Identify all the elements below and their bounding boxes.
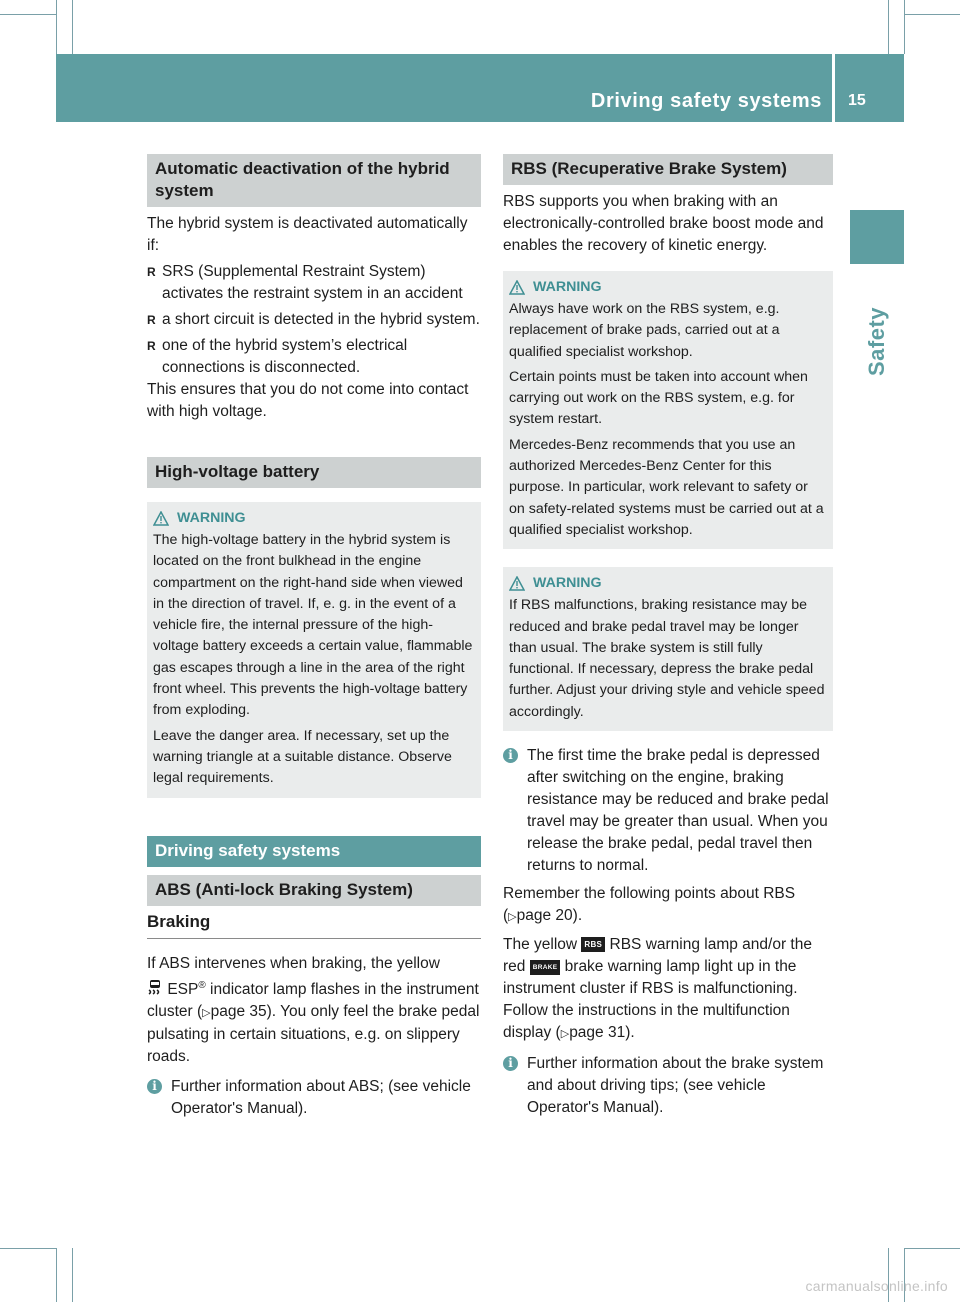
- section-label: Safety: [864, 306, 889, 376]
- page-reference: page 35: [210, 1002, 267, 1020]
- page-reference: page 20: [516, 907, 573, 925]
- body-text: The hybrid system is deactivated automatically if:: [147, 215, 468, 254]
- crop-mark: [888, 0, 889, 54]
- warning-text: If RBS malfunctions, braking resistance may be reduced and brake pedal travel may be longer than usual. The brake system is still fully functional. If necessary, depress the brake pedal further. Adjust your driving style and vehicle speed accordingly.: [509, 597, 825, 720]
- crop-mark: [904, 0, 905, 54]
- info-icon: i: [503, 1056, 518, 1071]
- warning-text: The high-voltage battery in the hybrid system is located on the front bulkhead in the engine compartment on the right-hand side when viewed in the direction of travel. If, e. g. in the event of a vehicle fire, the internal pressure of the high-voltage battery exceeds a certain value, flammable gas escapes through a line in the area of the right front wheel. This prevents the high-voltage battery from exploding.: [153, 532, 473, 719]
- header-divider: [832, 54, 835, 122]
- page-number: 15: [848, 92, 866, 109]
- warning-box: [503, 271, 833, 549]
- subheading-braking: Braking: [147, 912, 481, 939]
- brake-warning-lamp-icon: BRAKE: [530, 960, 561, 975]
- list-item: R one of the hybrid system’s electrical connections is disconnected.: [147, 337, 408, 376]
- warning-box: [147, 502, 481, 798]
- info-icon: i: [147, 1079, 162, 1094]
- crop-mark: [72, 0, 73, 54]
- crop-mark: [56, 0, 57, 54]
- info-icon: i: [503, 748, 518, 763]
- rbs-warning-lamp-icon: RBS: [581, 937, 605, 952]
- right-column: [503, 154, 833, 1119]
- section-heading-abs: ABS (Anti-lock Braking System): [147, 875, 481, 906]
- warning-box: [503, 567, 833, 731]
- warning-text: Mercedes-Benz recommends that you use an authorized Mercedes-Benz Center for this purpose. In particular, work relevant to safety or on safety-related systems must be carried out at a qualified specialist workshop.: [509, 436, 824, 538]
- page-reference: page 31: [569, 1024, 626, 1042]
- crop-mark: [0, 1248, 56, 1249]
- esp-skid-icon: [147, 979, 163, 997]
- ref-arrow-icon: ▷: [202, 1006, 211, 1019]
- warning-text: Always have work on the RBS system, e.g. replacement of brake pads, carried out at a qualified specialist workshop.: [509, 301, 780, 360]
- section-tab: [850, 210, 904, 264]
- ref-arrow-icon: ▷: [508, 911, 517, 924]
- watermark: carmanualsonline.info: [805, 1278, 948, 1294]
- crop-mark: [72, 1248, 73, 1302]
- warning-text: Leave the danger area. If necessary, set up the warning triangle at a suitable distance. Observe legal requirements.: [153, 727, 452, 787]
- body-text: RBS supports you when braking with an electronically-controlled brake boost mode and enables the recovery of kinetic energy.: [503, 193, 824, 254]
- warning-header: WARNING: [509, 573, 827, 593]
- warning-triangle-icon: [153, 511, 169, 526]
- section-heading-hybrid-deactivation: Automatic deactivation of the hybrid system: [147, 154, 481, 207]
- body-text: Remember the following points about RBS (▷page 20).: [503, 885, 796, 925]
- section-heading-driving-safety: Driving safety systems: [147, 836, 481, 867]
- bullet-icon: R: [147, 313, 156, 327]
- page-header-title: Driving safety systems: [590, 90, 822, 112]
- section-heading-rbs: RBS (Recuperative Brake System): [503, 154, 833, 185]
- body-text: This ensures that you do not come into contact with high voltage.: [147, 381, 469, 420]
- crop-mark: [56, 1248, 57, 1302]
- crop-mark: [904, 1248, 960, 1249]
- bullet-icon: R: [147, 339, 156, 353]
- info-note: i Further information about ABS; (see vehicle Operator's Manual).: [147, 1076, 481, 1120]
- section-heading-hv-battery: High-voltage battery: [147, 457, 481, 488]
- body-text: The yellow RBS RBS warning lamp and/or the red BRAKE brake warning lamp light up in the instrument cluster if RBS is malfunctioning. Follow the instructions in the multifunction display (▷page 31).: [503, 936, 812, 1042]
- crop-mark: [0, 14, 56, 15]
- warning-text: Certain points must be taken into account when carrying out work on the RBS system, e.g. for system restart.: [509, 368, 808, 428]
- info-note: i The first time the brake pedal is depressed after switching on the engine, braking resistance may be reduced and brake pedal travel may be greater than usual. When you release the brake pedal, pedal travel then returns to normal.: [503, 745, 833, 877]
- ref-arrow-icon: ▷: [560, 1028, 570, 1041]
- warning-triangle-icon: [509, 576, 525, 591]
- left-column: [147, 154, 481, 1120]
- list-item: R SRS (Supplemental Restraint System) activates the restraint system in an accident: [147, 263, 463, 302]
- warning-triangle-icon: [509, 280, 525, 295]
- crop-mark: [904, 14, 960, 15]
- list-item: R a short circuit is detected in the hybrid system.: [147, 309, 481, 331]
- warning-header: WARNING: [509, 277, 827, 297]
- bullet-icon: R: [147, 265, 156, 279]
- warning-header: WARNING: [153, 508, 475, 528]
- body-text: If ABS intervenes when braking, the yellow ESP® indicator lamp flashes in the instrument cluster (▷page 35). You only feel the brake pedal pulsating in certain situations, e.g. on slippery roads.: [147, 954, 480, 1065]
- info-note: i Further information about the brake system and about driving tips; (see vehicle Operator's Manual).: [503, 1053, 833, 1119]
